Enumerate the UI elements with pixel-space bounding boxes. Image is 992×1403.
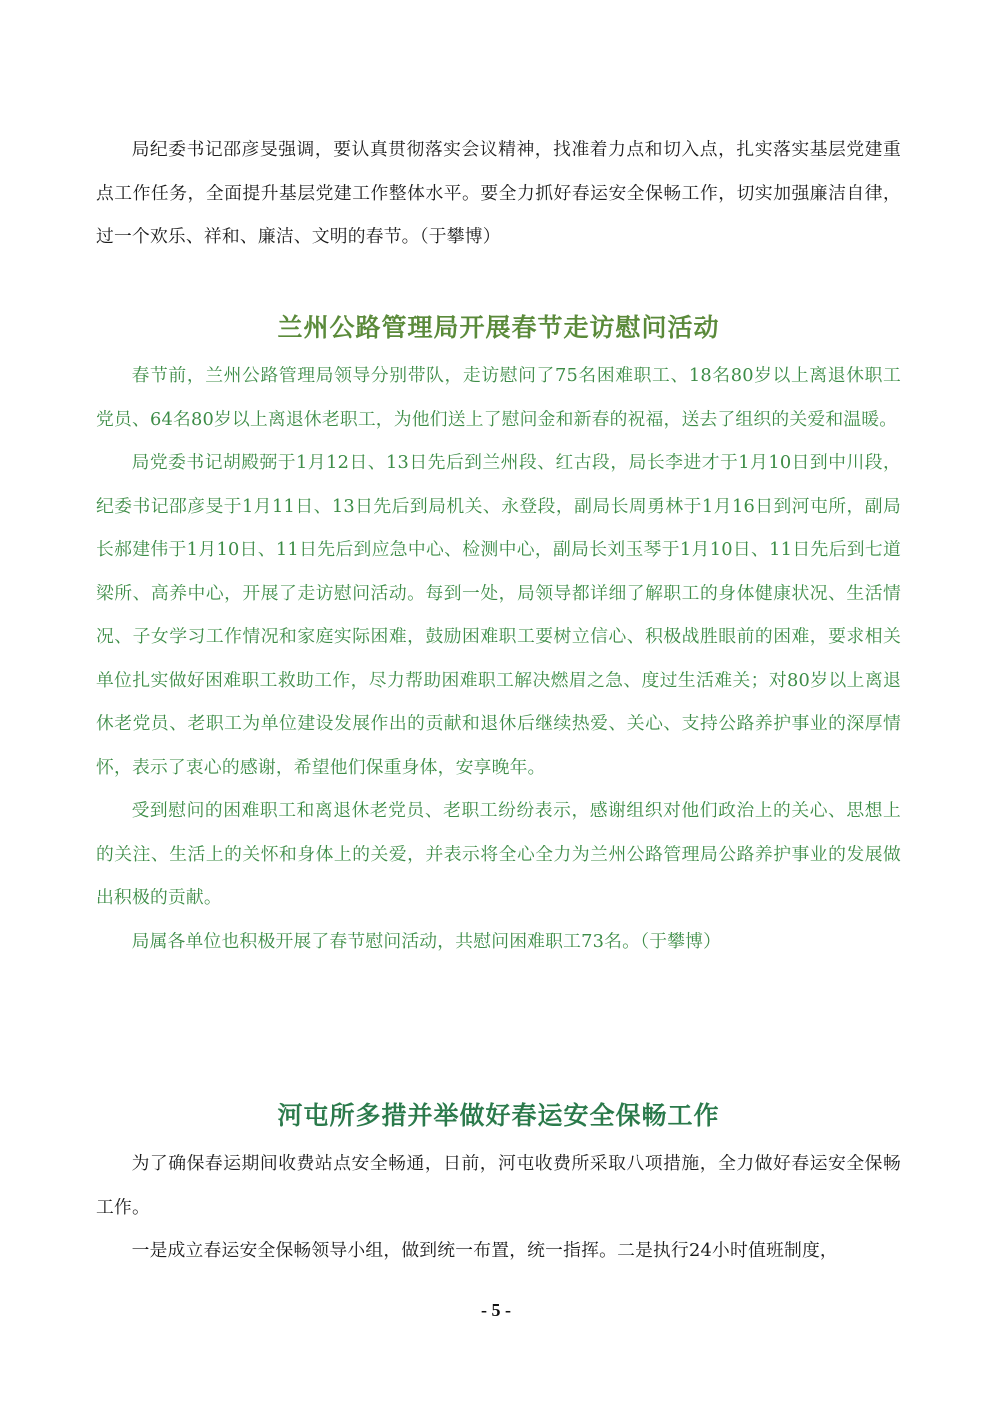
article2-paragraph: 为了确保春运期间收费站点安全畅通，日前，河屯收费所采取八项措施，全力做好春运安全保畅工作。	[96, 1153, 901, 1218]
article1-title: 兰州公路管理局开展春节走访慰问活动	[277, 313, 720, 342]
page-number: - 5 -	[481, 1300, 511, 1320]
article1-paragraph: 局属各单位也积极开展了春节慰问活动，共慰问困难职工73名。（于攀博）	[131, 930, 722, 952]
article1-paragraph: 受到慰问的困难职工和离退休老党员、老职工纷纷表示，感谢组织对他们政治上的关心、思想上的关注、生活上的关怀和身体上的关爱，并表示将全心全力为兰州公路管理局公路养护事业的发展做出积极的贡献。	[96, 800, 901, 908]
article2-paragraph: 一是成立春运安全保畅领导小组，做到统一布置，统一指挥。二是执行24小时值班制度，	[131, 1240, 838, 1261]
article1-paragraph: 局党委书记胡殿弼于1月12日、13日先后到兰州段、红古段，局长李进才于1月10日到中川段，纪委书记邵彦旻于1月11日、13日先后到局机关、永登段，副局长周勇林于1月16日到河屯所，副局长郝建伟于1月10日、11日先后到应急中心、检测中心，副局长刘玉琴于1月10日、11日先后到七道梁所、高养中心，开展了走访慰问活动。每到一处，局领导都详细了解职工的身体健康状况、生活情况、子女学习工作情况和家庭实际困难，鼓励困难职工要树立信心、积极战胜眼前的困难，要求相关单位扎实做好困难职工救助工作，尽力帮助困难职工解决燃眉之急、度过生活难关；对80岁以上离退休老党员、老职工为单位建设发展作出的贡献和退休后继续热爱、关心、支持公路养护事业的深厚情怀，表示了衷心的感谢，希望他们保重身体，安享晚年。	[96, 452, 901, 778]
article1-paragraph: 春节前，兰州公路管理局领导分别带队，走访慰问了75名困难职工、18名80岁以上离退休职工党员、64名80岁以上离退休老职工，为他们送上了慰问金和新春的祝福，送去了组织的关爱和温暖。	[96, 365, 901, 430]
article2-title: 河屯所多措并举做好春运安全保畅工作	[277, 1101, 720, 1130]
article1-body	[96, 354, 901, 963]
intro-section	[96, 128, 901, 259]
article2-body	[96, 1142, 901, 1273]
intro-paragraph: 局纪委书记邵彦旻强调，要认真贯彻落实会议精神，找准着力点和切入点，扎实落实基层党建重点工作任务，全面提升基层党建工作整体水平。要全力抓好春运安全保畅工作，切实加强廉洁自律，过一个欢乐、祥和、廉洁、文明的春节。（于攀博）	[96, 139, 901, 247]
